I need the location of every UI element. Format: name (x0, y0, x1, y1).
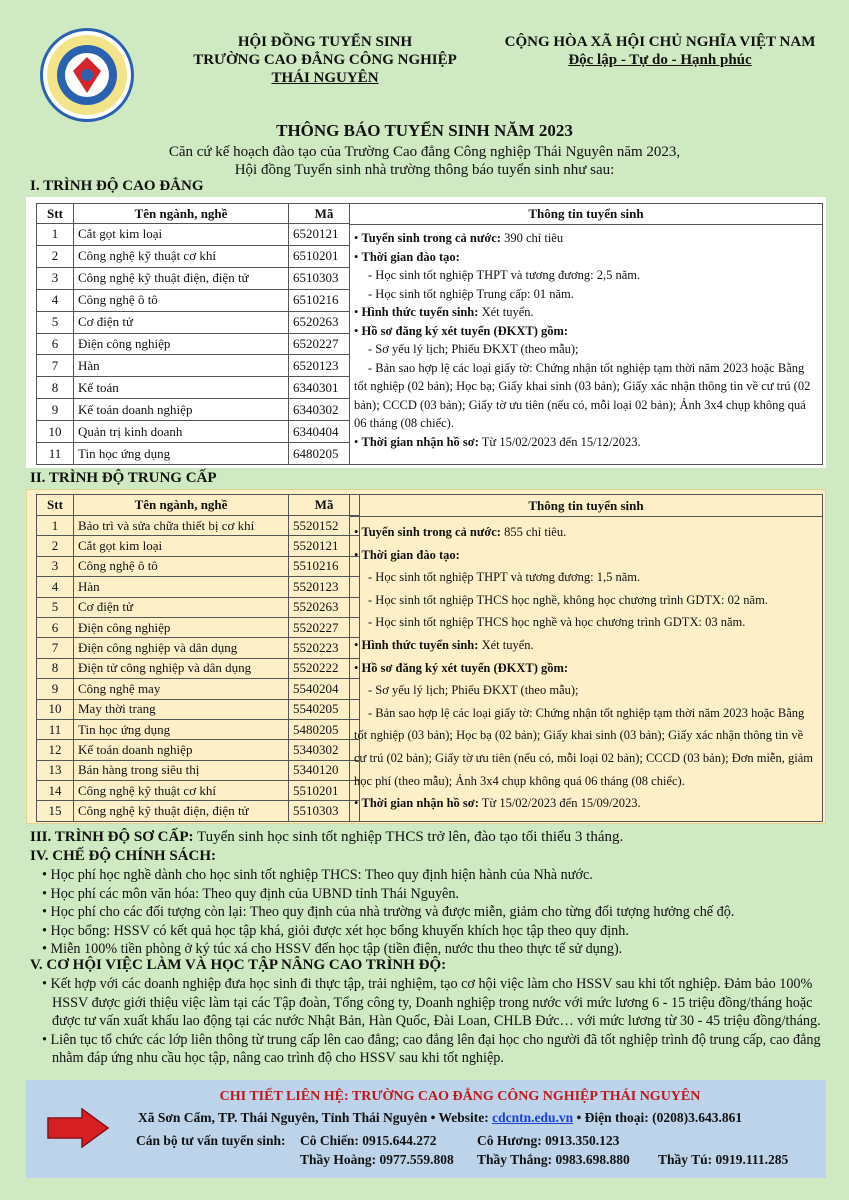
docs-item: - Sơ yếu lý lịch; Phiếu ĐKXT (theo mẫu); (368, 683, 579, 698)
quota-value: 390 chỉ tiêu (500, 231, 564, 245)
phone-label: Điện thoại: (584, 1110, 649, 1125)
cell-name: Quản trị kinh doanh (74, 421, 289, 443)
col-code: Mã (289, 495, 360, 516)
cell-code: 5520123 (289, 577, 360, 597)
list-item: • Học phí học nghề dành cho học sinh tốt nghiệp THCS: Theo quy định hiện hành của Nhà nước. (42, 867, 593, 883)
col-stt: Stt (37, 495, 74, 516)
table-row (37, 311, 360, 333)
cell-name: Kế toán (74, 377, 289, 399)
cell-code: 6520227 (289, 333, 360, 355)
cell-code: 5480205 (289, 719, 360, 739)
cell-stt: 9 (37, 679, 74, 699)
section-1-heading: I. TRÌNH ĐỘ CAO ĐẲNG (30, 178, 204, 194)
section-3-text: Tuyển sinh học sinh tốt nghiệp THCS trở lên, đào tạo tối thiểu 3 tháng. (193, 829, 624, 845)
cell-stt: 1 (37, 224, 74, 246)
table-row (37, 760, 360, 780)
cell-stt: 4 (37, 289, 74, 311)
table-row (37, 617, 360, 637)
list-item-text: Học phí học nghề dành cho học sinh tốt nghiệp THCS: Theo quy định hiện hành của Nhà nước. (50, 867, 593, 883)
cell-name: Điện công nghiệp (74, 617, 289, 637)
cell-name: Công nghệ kỹ thuật điện, điện tử (74, 801, 289, 822)
cell-stt: 13 (37, 760, 74, 780)
issuer-line-1: HỘI ĐỒNG TUYỂN SINH (237, 34, 413, 50)
duration-item: - Học sinh tốt nghiệp THPT và tương đương: 2,5 năm. (368, 268, 641, 282)
section-5-heading: V. CƠ HỘI VIỆC LÀM VÀ HỌC TẬP NÂNG CAO TRÌNH ĐỘ: (30, 957, 447, 973)
table-row (37, 224, 360, 246)
cell-name: Công nghệ kỹ thuật điện, điện tử (74, 267, 289, 289)
policy-list (36, 866, 836, 959)
list-item: • Kết hợp với các doanh nghiệp đưa học sinh đi thực tập, trải nghiệm, tạo cơ hội việc làm cho HSSV sau khi tốt nghiệp. Đảm bảo 100% HSSV được giới thiệu việc làm tại các Tập đoàn, Tổng công ty, Doanh nghiệp trong nước với mức lương 6 - 15 triệu đồng/tháng hoặc được tư vấn xuất khẩu lao động tại các nước Nhật Bản, Hàn Quốc, Đài Loan, CHLB Đức… với mức lương từ 30 - 45 triệu đồng/tháng. (42, 976, 821, 1029)
cell-name: Công nghệ ô tô (74, 289, 289, 311)
cell-name: Bảo trì và sửa chữa thiết bị cơ khí (74, 516, 289, 536)
list-item-text: Học phí cho các đối tượng còn lại: Theo quy định của nhà trường và được miễn, giảm cho từng đối tượng hưởng chế độ. (50, 904, 735, 920)
cell-stt: 7 (37, 638, 74, 658)
table-row (37, 577, 360, 597)
col-code: Mã (289, 204, 360, 224)
cell-code: 6340302 (289, 399, 360, 421)
cell-stt: 6 (37, 333, 74, 355)
cell-name: Tin học ứng dụng (74, 443, 289, 465)
cell-name: Công nghệ may (74, 679, 289, 699)
table-row (37, 679, 360, 699)
quota-label: Tuyển sinh trong cả nước: (361, 231, 501, 245)
cell-code: 5540204 (289, 679, 360, 699)
form-value: Xét tuyển. (478, 305, 534, 319)
cell-stt: 5 (37, 597, 74, 617)
list-item-text: Học phí các môn văn hóa: Theo quy định của UBND tỉnh Thái Nguyên. (50, 885, 459, 902)
col-info: Thông tin tuyển sinh (350, 204, 822, 225)
time-label: Thời gian nhận hồ sơ: (361, 796, 479, 811)
issuer-line-2: TRƯỜNG CAO ĐẲNG CÔNG NGHIỆP (193, 52, 457, 68)
cell-stt: 12 (37, 740, 74, 760)
contact-address-line: Xã Sơn Cẩm, TP. Thái Nguyên, Tỉnh Thái Nguyên • Website: cdcntn.edu.vn • Điện thoại: (0208)3.643.861 (138, 1110, 743, 1125)
college-admission-info: Thông tin tuyển sinh • Tuyển sinh trong cả nước: 390 chỉ tiêu • Thời gian đào tạo: - Học sinh tốt nghiệp THPT và tương đương: 2,5 năm. - Học sinh tốt nghiệp Trung cấp: 01 năm. • Hình thức tuyển sinh: Xét tuyển. • Hồ sơ đăng ký xét tuyển (ĐKXT) gồm: - Sơ yếu lý lịch; Phiếu ĐKXT (theo mẫu); - Bản sao hợp lệ các loại giấy tờ: Chứng nhận tốt nghiệp tạm thời năm 2023 hoặc Bằng tốt nghiệp (02 bản); Học bạ; Giấy khai sinh (03 bản); Giấy xác nhận thông tin về cư trú (02 bản); CCCD (03 bản); Giấy tờ ưu tiên (nếu có, mỗi loại 02 bản); Ảnh 3x4 chụp không quá 06 tháng (08 chiếc). • Thời gian nhận hồ sơ: Từ 15/02/2023 đến 15/12/2023. (349, 203, 823, 465)
cell-stt: 3 (37, 267, 74, 289)
cell-name: Điện công nghiệp (74, 333, 289, 355)
phone: (0208)3.643.861 (652, 1110, 743, 1125)
list-item: • Miễn 100% tiền phòng ở ký túc xá cho HSSV đến học tập (tiền điện, nước thu theo thực tế sử dụng). (42, 941, 623, 957)
duration-item: - Học sinh tốt nghiệp Trung cấp: 01 năm. (368, 286, 574, 301)
cell-code: 5510216 (289, 556, 360, 576)
table-row (37, 245, 360, 267)
cell-stt: 15 (37, 801, 74, 822)
table-row (37, 556, 360, 576)
cell-code: 5520152 (289, 516, 360, 536)
cell-stt: 6 (37, 617, 74, 637)
quota-value: 855 chỉ tiêu. (500, 525, 567, 539)
cell-name: Kế toán doanh nghiệp (74, 740, 289, 760)
college-majors-table (36, 203, 360, 465)
table-row (37, 516, 360, 536)
cell-code: 5540205 (289, 699, 360, 719)
advisor-contact: Cô Chiến: 0915.644.272 (300, 1133, 437, 1148)
table-row (37, 289, 360, 311)
list-item: • Liên tục tổ chức các lớp liên thông từ trung cấp lên cao đẳng; cao đẳng lên đại học cho người đã tốt nghiệp trình độ trung cấp, cao đẳng nhằm đáp ứng nhu cầu học tập, nâng cao trình độ cho HSSV sau khi tốt nghiệp. (42, 1031, 821, 1066)
quota-label: Tuyển sinh trong cả nước: (361, 525, 501, 539)
table-row (37, 443, 360, 465)
issuer-line-3: THÁI NGUYÊN (271, 70, 379, 86)
table-row (37, 740, 360, 760)
cell-code: 6520263 (289, 311, 360, 333)
address: Xã Sơn Cẩm, TP. Thái Nguyên, Tỉnh Thái Nguyên (138, 1110, 428, 1125)
intro-line-1: Căn cứ kế hoạch đào tạo của Trường Cao đẳng Công nghiệp Thái Nguyên năm 2023, (168, 144, 681, 160)
cell-code: 5520263 (289, 597, 360, 617)
cell-code: 6520123 (289, 355, 360, 377)
cell-code: 6480205 (289, 443, 360, 465)
cell-name: Công nghệ ô tô (74, 556, 289, 576)
cell-name: Cơ điện tử (74, 311, 289, 333)
advisor-contact: Cô Hương: 0913.350.123 (477, 1133, 620, 1148)
time-label: Thời gian nhận hồ sơ: (361, 434, 479, 449)
school-logo (40, 28, 134, 122)
advisor-contact: Thầy Hoàng: 0977.559.808 (300, 1152, 454, 1167)
section-3-heading: III. TRÌNH ĐỘ SƠ CẤP: (30, 829, 194, 845)
cell-stt: 10 (37, 421, 74, 443)
cell-name: Điện công nghiệp và dân dụng (74, 638, 289, 658)
table-row (37, 267, 360, 289)
table-row (37, 719, 360, 739)
cell-stt: 14 (37, 781, 74, 801)
vocational-admission-info: Thông tin tuyển sinh • Tuyển sinh trong cả nước: 855 chỉ tiêu. • Thời gian đào tạo: - Học sinh tốt nghiệp THPT và tương đương: 1,5 năm. - Học sinh tốt nghiệp THCS học nghề, không học chương trình GDTX: 02 năm. - Học sinh tốt nghiệp THCS học nghề và học chương trình GDTX: 03 năm. • Hình thức tuyển sinh: Xét tuyển. • Hồ sơ đăng ký xét tuyển (ĐKXT) gồm: - Sơ yếu lý lịch; Phiếu ĐKXT (theo mẫu); - Bản sao hợp lệ các loại giấy tờ: Chứng nhận tốt nghiệp tạm thời năm 2023 hoặc Bằng tốt nghiệp (03 bản); Học bạ (02 bản); Giấy khai sinh (03 bản); Giấy xác nhận thông tin về cư trú (02 bản); Giấy tờ ưu tiên (nếu có, mỗi loại 02 bản); CCCD (03 bản); Đơn miễn, giảm học phí (theo mẫu); Ảnh 3x4 chụp không quá 06 tháng (08 chiếc). • Thời gian nhận hồ sơ: Từ 15/02/2023 đến 15/09/2023. (349, 494, 823, 822)
docs-item: - Bản sao hợp lệ các loại giấy tờ: Chứng nhận tốt nghiệp tạm thời năm 2023 hoặc Bằng tốt nghiệp (03 bản); Học bạ (02 bản); Giấy khai sinh (03 bản); Giấy xác nhận thông tin về cư trú (02 bản); Giấy tờ ưu tiên (nếu có, mỗi loại 02 bản); CCCD (03 bản); Đơn miễn, giảm học phí (theo mẫu); Ảnh 3x4 chụp không quá 06 tháng (08 chiếc). (354, 705, 813, 788)
cell-code: 6340301 (289, 377, 360, 399)
cell-code: 5520121 (289, 536, 360, 556)
table-row (37, 781, 360, 801)
cell-name: Hàn (74, 355, 289, 377)
cell-name: Kế toán doanh nghiệp (74, 399, 289, 421)
table-row (37, 801, 360, 822)
cell-name: Cắt gọt kim loại (74, 224, 289, 246)
advisors-label: Cán bộ tư vấn tuyển sinh: (136, 1133, 286, 1148)
list-item-text: Học bổng: HSSV có kết quả học tập khá, giỏi được xét học bổng khuyến khích học tập theo quy định. (50, 922, 629, 939)
list-item: • Học phí các môn văn hóa: Theo quy định của UBND tỉnh Thái Nguyên. (42, 885, 459, 902)
form-value: Xét tuyển. (478, 637, 534, 652)
docs-label: Hồ sơ đăng ký xét tuyển (ĐKXT) gồm: (361, 323, 569, 338)
table-row (37, 699, 360, 719)
cell-stt: 9 (37, 399, 74, 421)
col-name: Tên ngành, nghề (74, 495, 289, 516)
cell-name: Điện tử công nghiệp và dân dụng (74, 658, 289, 678)
cell-code: 6510303 (289, 267, 360, 289)
motto: Độc lập - Tự do - Hạnh phúc (568, 52, 752, 68)
duration-item: - Học sinh tốt nghiệp THPT và tương đương: 1,5 năm. (368, 570, 641, 585)
opportunity-list (36, 975, 832, 1068)
docs-item: - Sơ yếu lý lịch; Phiếu ĐKXT (theo mẫu); (368, 342, 579, 356)
table-row (37, 399, 360, 421)
form-label: Hình thức tuyển sinh: (361, 637, 479, 652)
cell-stt: 11 (37, 719, 74, 739)
col-name: Tên ngành, nghề (74, 204, 289, 224)
time-value: Từ 15/02/2023 đến 15/12/2023. (478, 434, 641, 449)
duration-item: - Học sinh tốt nghiệp THCS học nghề, không học chương trình GDTX: 02 năm. (368, 592, 768, 607)
cell-name: Công nghệ kỹ thuật cơ khí (74, 781, 289, 801)
section-2-heading: II. TRÌNH ĐỘ TRUNG CẤP (30, 470, 217, 486)
intro-text (0, 143, 849, 179)
duration-label: Thời gian đào tạo: (361, 249, 460, 264)
cell-stt: 4 (37, 577, 74, 597)
section-3 (30, 829, 623, 846)
list-item: • Học phí cho các đối tượng còn lại: Theo quy định của nhà trường và được miễn, giảm cho từng đối tượng hưởng chế độ. (42, 904, 735, 920)
page-title: THÔNG BÁO TUYỂN SINH NĂM 2023 (276, 121, 573, 140)
cell-name: Hàn (74, 577, 289, 597)
cell-stt: 2 (37, 245, 74, 267)
table-row (37, 536, 360, 556)
col-info: Thông tin tuyển sinh (350, 495, 822, 517)
advisor-contact: Thầy Thắng: 0983.698.880 (477, 1152, 630, 1167)
cell-code: 5340302 (289, 740, 360, 760)
duration-item: - Học sinh tốt nghiệp THCS học nghề và học chương trình GDTX: 03 năm. (368, 615, 746, 630)
cell-name: Cơ điện tử (74, 597, 289, 617)
advisor-contact: Thầy Tú: 0919.111.285 (658, 1152, 789, 1167)
cell-code: 6340404 (289, 421, 360, 443)
cell-name: Cắt gọt kim loại (74, 536, 289, 556)
cell-name: Bán hàng trong siêu thị (74, 760, 289, 780)
section-4-heading: IV. CHẾ ĐỘ CHÍNH SÁCH: (30, 848, 216, 864)
right-arrow-icon (46, 1107, 110, 1154)
docs-label: Hồ sơ đăng ký xét tuyển (ĐKXT) gồm: (361, 660, 569, 675)
cell-code: 5520222 (289, 658, 360, 678)
cell-code: 5520223 (289, 638, 360, 658)
cell-code: 6510201 (289, 245, 360, 267)
national-motto (490, 33, 830, 69)
cell-code: 6520121 (289, 224, 360, 246)
table-row (37, 658, 360, 678)
time-value: Từ 15/02/2023 đến 15/09/2023. (478, 796, 641, 811)
cell-code: 5340120 (289, 760, 360, 780)
cell-stt: 11 (37, 443, 74, 465)
cell-code: 5510303 (289, 801, 360, 822)
website-label: Website: (438, 1110, 489, 1125)
cell-code: 5510201 (289, 781, 360, 801)
cell-name: Tin học ứng dụng (74, 719, 289, 739)
cell-stt: 8 (37, 658, 74, 678)
table-row (37, 597, 360, 617)
col-stt: Stt (37, 204, 74, 224)
cell-code: 5520227 (289, 617, 360, 637)
form-label: Hình thức tuyển sinh: (361, 305, 479, 319)
list-item: • Học bổng: HSSV có kết quả học tập khá, giỏi được xét học bổng khuyến khích học tập theo quy định. (42, 922, 629, 939)
table-row (37, 377, 360, 399)
cell-stt: 10 (37, 699, 74, 719)
website-link[interactable]: cdcntn.edu.vn (492, 1110, 574, 1125)
cell-name: May thời trang (74, 699, 289, 719)
cell-stt: 3 (37, 556, 74, 576)
table-row (37, 638, 360, 658)
contact-title: CHI TIẾT LIÊN HỆ: TRƯỜNG CAO ĐẲNG CÔNG NGHIỆP THÁI NGUYÊN (219, 1089, 701, 1104)
cell-stt: 8 (37, 377, 74, 399)
table-row (37, 421, 360, 443)
cell-stt: 7 (37, 355, 74, 377)
country-name: CỘNG HÒA XÃ HỘI CHỦ NGHĨA VIỆT NAM (504, 34, 816, 50)
issuer-block (160, 33, 490, 87)
cell-stt: 1 (37, 516, 74, 536)
cell-stt: 5 (37, 311, 74, 333)
list-item-text: Liên tục tổ chức các lớp liên thông từ trung cấp lên cao đẳng; cao đẳng lên đại học cho người đã tốt nghiệp trình độ trung cấp, cao đẳng nhằm đáp ứng nhu cầu học tập, nâng cao trình độ cho HSSV sau khi tốt nghiệp. (50, 1031, 821, 1066)
intro-line-2: Hội đồng Tuyển sinh nhà trường thông báo tuyển sinh như sau: (234, 162, 615, 178)
vocational-majors-table (36, 494, 360, 822)
cell-name: Công nghệ kỹ thuật cơ khí (74, 245, 289, 267)
table-row (37, 355, 360, 377)
cell-stt: 2 (37, 536, 74, 556)
docs-item: - Bản sao hợp lệ các loại giấy tờ: Chứng nhận tốt nghiệp tạm thời năm 2023 hoặc Bằng tốt nghiệp (02 bản); Học bạ; Giấy khai sinh (03 bản); Giấy xác nhận thông tin về cư trú (02 bản); CCCD (03 bản); Giấy tờ ưu tiên (nếu có, mỗi loại 02 bản); Ảnh 3x4 chụp không quá 06 tháng (08 chiếc). (354, 360, 811, 430)
list-item-text: Miễn 100% tiền phòng ở ký túc xá cho HSSV đến học tập (tiền điện, nước thu theo thực tế sử dụng). (50, 941, 623, 957)
duration-label: Thời gian đào tạo: (361, 547, 460, 562)
cell-code: 6510216 (289, 289, 360, 311)
list-item-text: Kết hợp với các doanh nghiệp đưa học sinh đi thực tập, trải nghiệm, tạo cơ hội việc làm cho HSSV sau khi tốt nghiệp. Đảm bảo 100% HSSV được giới thiệu việc làm tại các Tập đoàn, Tổng công ty, Doanh nghiệp trong nước với mức lương 6 - 15 triệu đồng/tháng hoặc được tư vấn xuất khẩu lao động tại các nước Nhật Bản, Hàn Quốc, Đài Loan, CHLB Đức… với mức lương từ 30 - 45 triệu đồng/tháng. (50, 976, 821, 1029)
table-row (37, 333, 360, 355)
